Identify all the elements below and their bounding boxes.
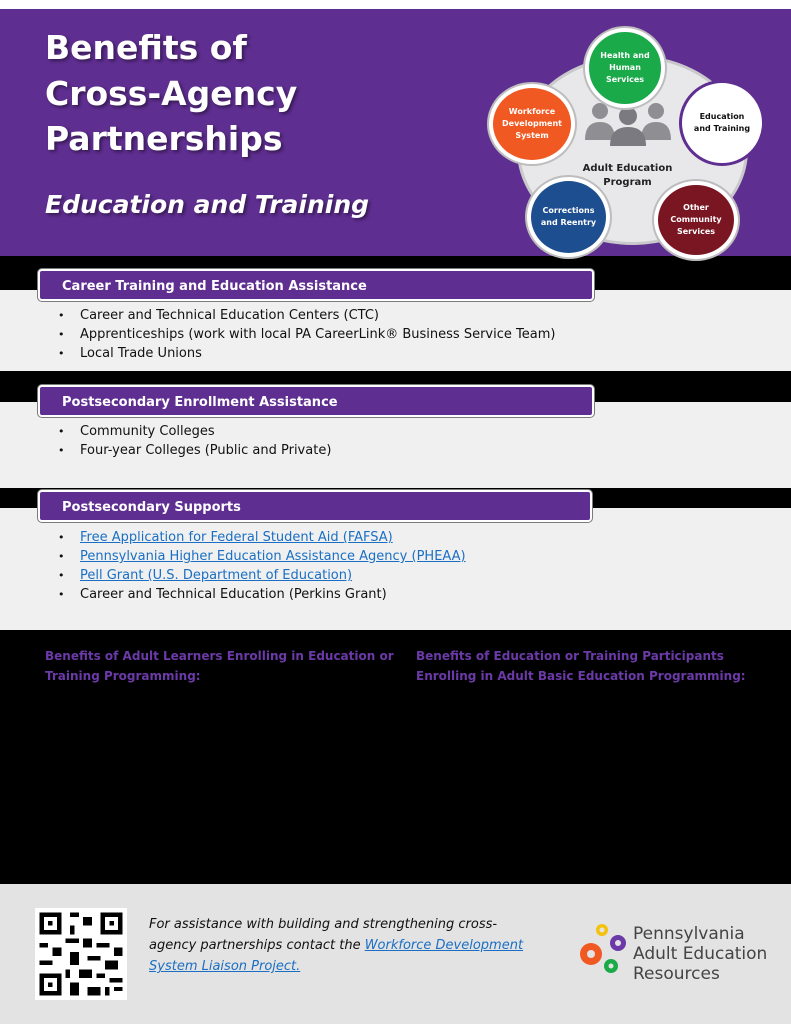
page-title-line-3: Partnerships	[45, 119, 283, 158]
page-title-line-2: Cross-Agency	[45, 74, 298, 113]
pell-grant-link[interactable]: Pell Grant (U.S. Department of Education)	[80, 568, 353, 583]
logo-line-1: Pennsylvania	[633, 924, 745, 944]
node-label: Corrections and Reentry	[540, 206, 597, 227]
pa-adult-education-logo	[633, 924, 767, 984]
liaison-project-link[interactable]: Workforce Development System Liaison Project.	[149, 938, 524, 974]
section-header-postsecondary-enrollment: Postsecondary Enrollment Assistance	[38, 385, 594, 417]
list-item	[58, 547, 466, 566]
list-item: • Community Colleges	[58, 422, 331, 441]
gears-icon	[576, 922, 634, 978]
fafsa-link[interactable]: Free Application for Federal Student Aid (FAFSA)	[80, 530, 393, 545]
qr-code-icon[interactable]	[35, 908, 127, 1000]
postsecondary-enrollment-list	[58, 422, 331, 460]
logo-line-3: Resources	[633, 964, 720, 984]
node-workforce-development	[489, 84, 575, 164]
node-education-training	[682, 83, 762, 163]
node-label: Education and Training	[693, 112, 751, 133]
hub-label: Adult Education Program	[582, 163, 673, 188]
list-item	[58, 528, 466, 547]
footer-contact-text	[149, 914, 529, 977]
node-label: Other Community Services	[670, 203, 722, 236]
benefits-left-line-1: Benefits of Adult Learners Enrolling in Education or	[45, 649, 394, 663]
benefits-right-line-2: Enrolling in Adult Basic Education Programming:	[416, 669, 746, 683]
benefits-right-heading	[416, 646, 746, 686]
postsecondary-supports-list	[58, 528, 466, 604]
benefits-left-line-2: Training Programming:	[45, 669, 201, 683]
section-header-postsecondary-supports: Postsecondary Supports	[38, 490, 592, 522]
pheaa-link[interactable]: Pennsylvania Higher Education Assistance Agency (PHEAA)	[80, 549, 466, 564]
node-label: Workforce Development System	[502, 107, 562, 140]
list-item: • Local Trade Unions	[58, 344, 555, 363]
node-other-community-services	[654, 181, 738, 259]
list-item: • Apprenticeships (work with local PA CareerLink® Business Service Team)	[58, 325, 555, 344]
node-health-human-services	[585, 28, 665, 108]
career-training-list	[58, 306, 555, 363]
benefits-right-line-1: Benefits of Education or Training Participants	[416, 649, 724, 663]
node-label: Health and Human Services	[600, 51, 650, 84]
list-item: • Career and Technical Education (Perkins Grant)	[58, 585, 466, 604]
logo-line-2: Adult Education	[633, 944, 768, 964]
page-title-line-1: Benefits of	[45, 28, 247, 67]
footer-text-lead: For assistance with building and strengthening cross-agency partnerships contact the	[149, 917, 498, 953]
node-corrections-reentry	[527, 177, 610, 257]
list-item: • Four-year Colleges (Public and Private)	[58, 441, 331, 460]
page-subtitle: Education and Training	[45, 190, 370, 219]
list-item: • Career and Technical Education Centers (CTC)	[58, 306, 555, 325]
list-item	[58, 566, 466, 585]
top-border	[0, 0, 791, 9]
benefits-left-heading	[45, 646, 394, 686]
section-header-career-training: Career Training and Education Assistance	[38, 269, 594, 301]
